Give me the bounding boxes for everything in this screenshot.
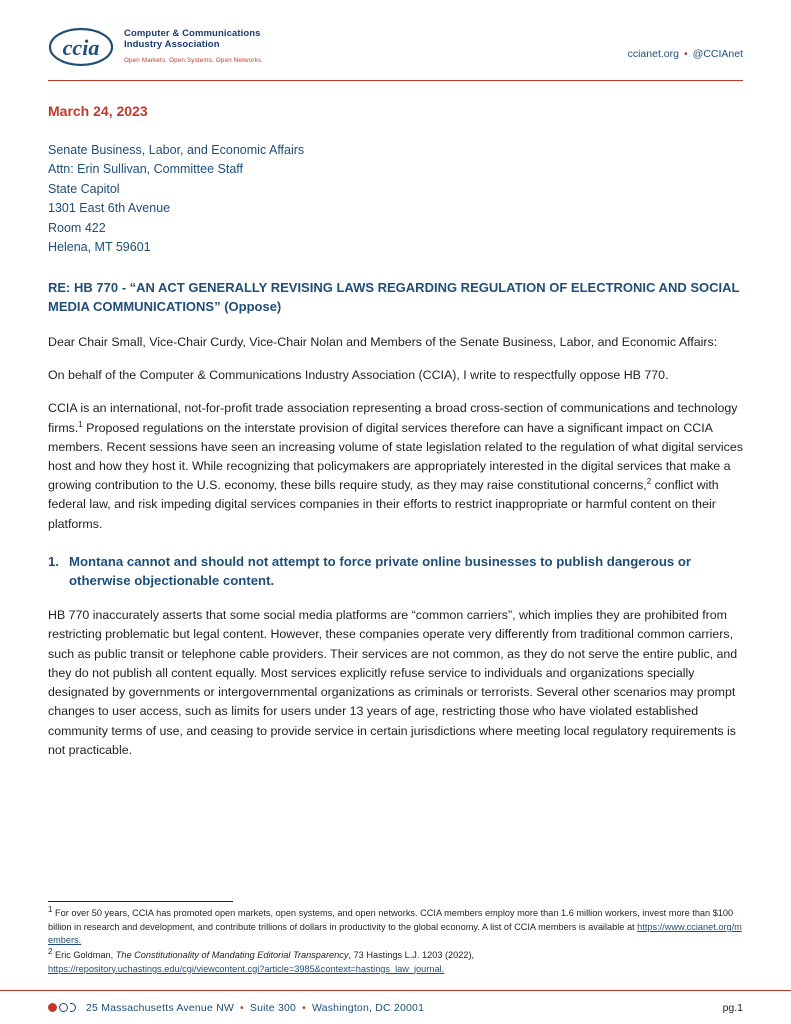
footnote-1-marker: 1: [48, 905, 53, 915]
address-line: Helena, MT 59601: [48, 239, 151, 254]
footnote-2-marker: 2: [48, 947, 53, 957]
org-tagline: Open Markets. Open Systems. Open Networks.: [124, 56, 264, 64]
brand-text: [124, 26, 263, 64]
website-link[interactable]: ccianet.org: [627, 48, 679, 60]
header-divider: [48, 80, 743, 81]
footer-street: 25 Massachusetts Avenue NW: [86, 1001, 234, 1014]
footer-dot-icon: [48, 1003, 57, 1012]
footnotes-block: [48, 901, 743, 978]
footnote-divider: [48, 901, 233, 902]
footer-separator: •: [302, 1001, 306, 1014]
paragraph-2-part-a: CCIA is an international, not-for-profit trade association representing a broad cross-section of communications and technology firms.: [48, 401, 738, 435]
ccia-logo-icon: [48, 26, 114, 68]
footer-logo-icon: [48, 1003, 76, 1012]
paragraph-2-part-c: conflict with federal law, and risk impeding digital services companies in their efforts to restrict inappropriate or harmful content on their platforms.: [48, 478, 719, 531]
social-handle[interactable]: @CCIAnet: [692, 48, 743, 60]
header-contact: [628, 26, 743, 60]
footnote-ref-1[interactable]: 1: [78, 419, 83, 429]
section-title: Montana cannot and should not attempt to force private online businesses to publish dangerous or otherwise objectionable content.: [69, 553, 692, 589]
page-number: pg.1: [722, 1001, 743, 1014]
footnote-2-link[interactable]: https://repository.uchastings.edu/cgi/viewcontent.cgi?article=3985&context=hastings_law_journal.: [48, 963, 445, 974]
footnote-2-text: Eric Goldman,: [52, 950, 116, 961]
paragraph-3: HB 770 inaccurately asserts that some social media platforms are “common carriers”, which implies they are prohibited from restricting problematic but legal content. However, these companies operate very differently from traditional common carriers, such as public transit or telephone cable providers. Their services are not common, as they do not serve the entire public, and they do not publish all content equally. Most services explicitly refuse service to individuals and organizations specially designated by governments or intergovernmental organizations as criminals or terrorists. Several other scenarios may prompt changes to user access, such as limits for users under 13 years of age, restricting those who have violated established community terms of use, and ceasing to provide service in certain jurisdictions where meeting local regulatory requirements is not practicable.: [48, 608, 738, 757]
footnote-2-tail: , 73 Hastings L.J. 1203 (2022),: [348, 950, 475, 961]
paragraph-2: [48, 399, 743, 534]
salutation: Dear Chair Small, Vice-Chair Curdy, Vice-Chair Nolan and Members of the Senate Business, Labor, and Economic Affairs:: [48, 334, 718, 349]
section-number: 1.: [48, 553, 59, 569]
org-name-line1: Computer & Communications: [124, 28, 261, 39]
footer-address: [86, 1002, 424, 1014]
document-footer: [0, 990, 791, 1024]
footer-separator: •: [240, 1001, 244, 1014]
org-name-line2: Industry Association: [124, 38, 220, 50]
footnote-1: [48, 907, 743, 947]
paragraph-1: On behalf of the Computer & Communications Industry Association (CCIA), I write to respectfully oppose HB 770.: [48, 368, 669, 383]
address-line: Room 422: [48, 220, 106, 235]
svg-text:ccia: ccia: [62, 35, 100, 60]
subject-line: RE: HB 770 - “AN ACT GENERALLY REVISING LAWS REGARDING REGULATION OF ELECTRONIC AND SOCIAL MEDIA COMMUNICATIONS” (Oppose): [48, 280, 740, 315]
footer-suite: Suite 300: [249, 1001, 297, 1014]
address-line: 1301 East 6th Avenue: [48, 201, 171, 216]
address-line: Attn: Erin Sullivan, Committee Staff: [48, 162, 243, 177]
footer-ring-icon: [59, 1003, 68, 1012]
paragraph-2-part-b: Proposed regulations on the interstate provision of digital services therefore can have a significant impact on CCIA members. Recent sessions have seen an increasing volume of state legislation related to the regulation of what digital services host and how they host it. While recognizing that policymakers are appropriately interested in the digital services that make a growing contribution to the U.S. economy, these bills require study, as they may raise constitutional concerns,: [48, 420, 743, 493]
footer-city: Washington, DC 20001: [311, 1001, 425, 1014]
footnote-1-link[interactable]: https://www.ccianet.org/members.: [48, 921, 742, 945]
brand-block: [48, 26, 263, 68]
footer-arc-icon: [70, 1003, 76, 1012]
recipient-address: [48, 141, 743, 257]
footnote-ref-2[interactable]: 2: [646, 477, 652, 487]
header-separator: •: [683, 48, 688, 60]
section-heading-1: [48, 552, 743, 590]
address-line: Senate Business, Labor, and Economic Affairs: [48, 143, 305, 157]
footnote-1-text: For over 50 years, CCIA has promoted open markets, open systems, and open networks. CCIA members employ more than 1.6 million workers, invest more than $100 billion in research and development, and contribute trillions of dollars in productivity to the global economy. A list of CCIA members is available at: [48, 908, 734, 932]
letter-date: March 24, 2023: [48, 103, 148, 119]
document-header: [48, 26, 743, 80]
footnote-2-title: The Constitutionality of Mandating Editorial Transparency: [115, 950, 349, 961]
footnote-2: [48, 949, 743, 976]
address-line: State Capitol: [48, 181, 120, 196]
